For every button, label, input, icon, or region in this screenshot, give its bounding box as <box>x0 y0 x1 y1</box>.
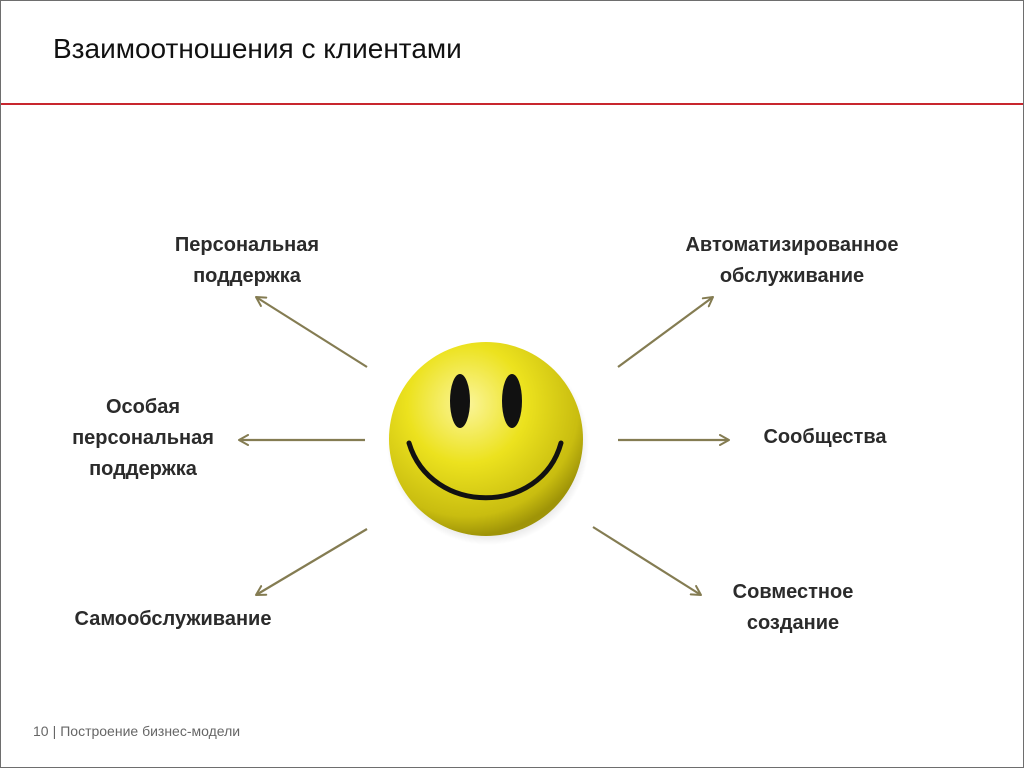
left-eye-icon <box>450 374 470 428</box>
page-number: 10 <box>33 723 49 739</box>
relationship-diagram <box>1 1 1023 767</box>
arrow-to-self-service <box>256 529 367 595</box>
slide-title: Взаимоотношения с клиентами <box>53 33 462 64</box>
footer-separator: | <box>52 723 57 739</box>
smiley-face-icon <box>387 342 589 545</box>
footer-text: Построение бизнес-модели <box>60 723 241 739</box>
label-self-service: Самообслуживание <box>74 608 272 630</box>
slide-footer <box>33 723 240 739</box>
label-automated-service: Автоматизированное обслуживание <box>685 234 899 287</box>
arrow-to-co-creation <box>593 527 701 595</box>
arrow-to-automated-service <box>618 297 713 367</box>
right-eye-icon <box>502 374 522 428</box>
arrow-to-personal-support <box>256 297 367 367</box>
label-dedicated-personal-support: Особая персональная поддержка <box>72 396 214 480</box>
label-personal-support: Персональная поддержка <box>174 234 320 287</box>
label-co-creation: Совместное создание <box>732 581 854 634</box>
label-communities: Сообщества <box>763 426 887 448</box>
